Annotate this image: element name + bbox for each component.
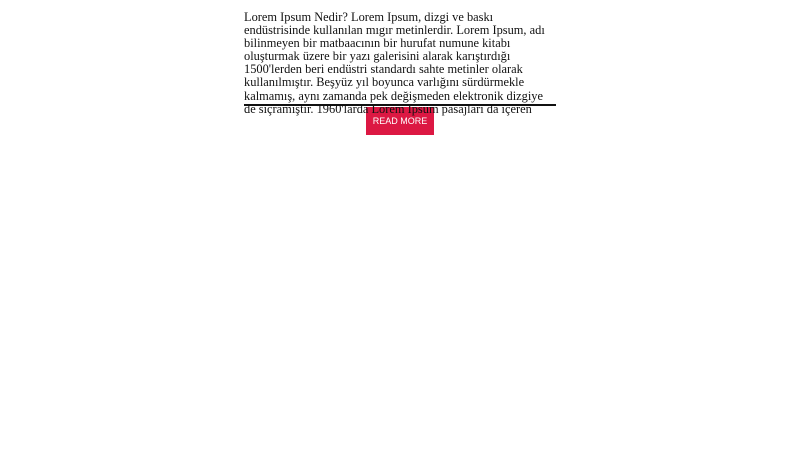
- article-excerpt: [244, 11, 556, 135]
- excerpt-text: Lorem Ipsum Nedir? Lorem Ipsum, dizgi ve baskı endüstrisinde kullanılan mıgır metinlerdir. Lorem Ipsum, adı bilinmeyen bir matbaacının bir hurufat numune kitabı oluşturmak üzere bir yazı galerisini alarak karıştırdığı 1500'lerden beri endüstri standardı sahte metinler olarak kullanılmıştır. Beşyüz yıl boyunca varlığını sürdürmekle kalmamış, aynı zamanda pek değişmeden elektronik dizgiye de sıçramıştır. 1960'larda Lorem Ipsum pasajları da içeren: [244, 11, 556, 106]
- read-more-button[interactable]: READ MORE: [366, 107, 434, 135]
